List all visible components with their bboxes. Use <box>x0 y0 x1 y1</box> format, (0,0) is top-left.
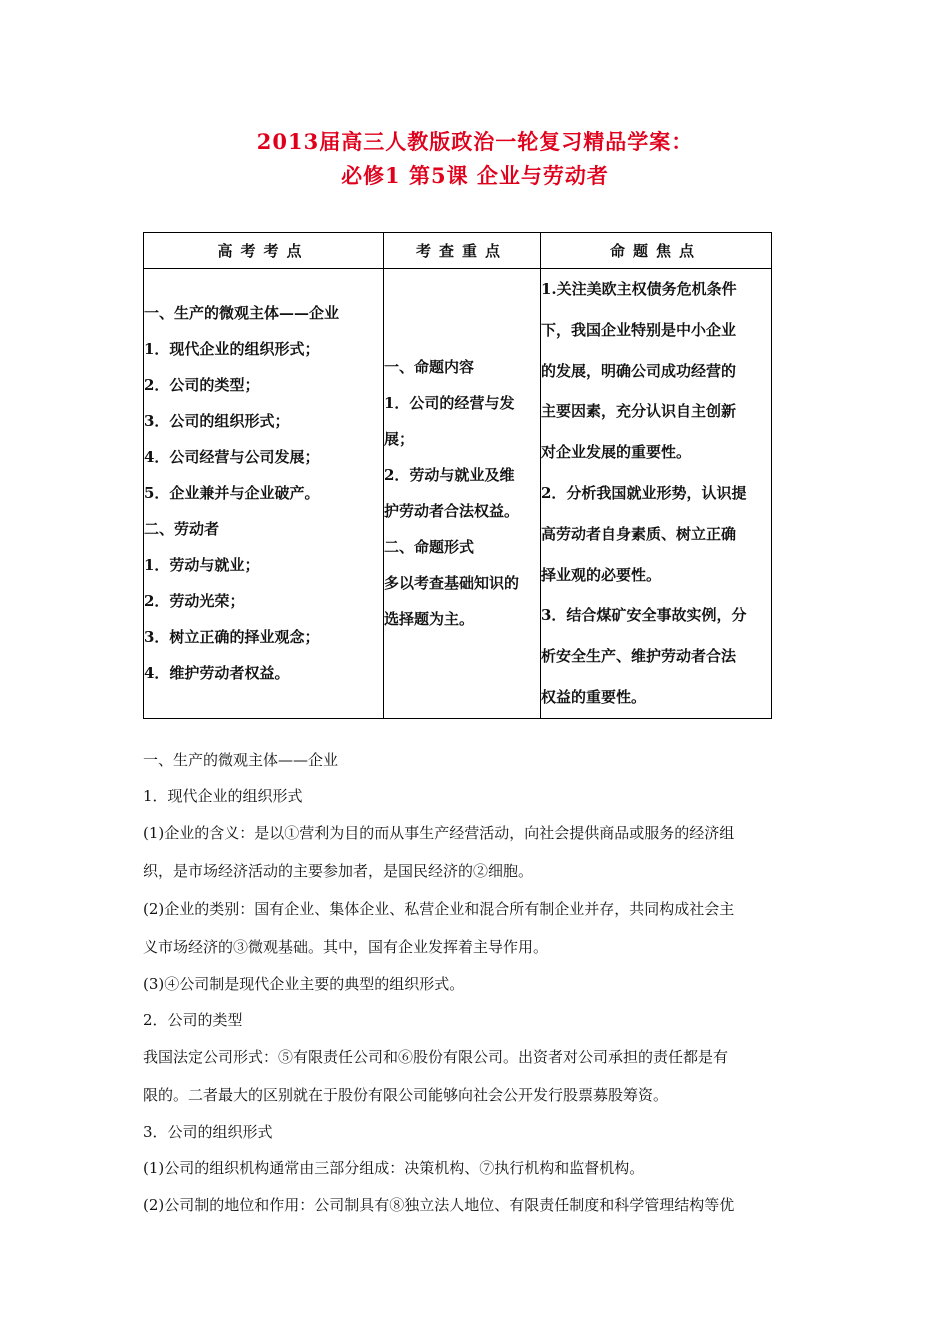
key-focus-list <box>384 349 540 637</box>
exam-point-line: 4．维护劳动者权益。 <box>144 664 290 683</box>
body-paragraph-line: 1．现代企业的组织形式 <box>143 787 303 805</box>
main-body-text <box>143 742 813 1224</box>
exam-points-list <box>144 295 383 691</box>
doc-title-line1: 2013届高三人教版政治一轮复习精品学案： <box>256 129 694 154</box>
body-paragraph-line: 义市场经济的③微观基础。其中，国有企业发挥着主导作用。 <box>143 938 549 956</box>
body-paragraph-line: (2)公司制的地位和作用：公司制具有⑧独立法人地位、有限责任制度和科学管理结构等优 <box>143 1196 735 1214</box>
topic-focus-list <box>541 269 771 718</box>
header-key-focus: 考查重点 <box>384 233 541 269</box>
cell-key-focus <box>384 269 541 719</box>
body-paragraph-line: 2．公司的类型 <box>143 1011 243 1029</box>
key-focus-line: 1．公司的经营与发 <box>384 394 515 413</box>
exam-point-line: 2．公司的类型； <box>144 376 260 395</box>
key-focus-line: 2．劳动与就业及维 <box>384 466 515 485</box>
body-paragraph-line: 我国法定公司形式：⑤有限责任公司和⑥股份有限公司。出资者对公司承担的责任都是有 <box>143 1048 729 1066</box>
key-focus-line: 选择题为主。 <box>384 610 475 629</box>
exam-points-table <box>143 232 772 719</box>
body-paragraph-line: (1)企业的含义：是以①营利为目的而从事生产经营活动，向社会提供商品或服务的经济组 <box>143 824 735 842</box>
doc-title-line2: 必修1 第5课 企业与劳动者 <box>341 163 609 188</box>
exam-point-line: 一、生产的微观主体——企业 <box>144 304 340 323</box>
body-paragraph-line: 3．公司的组织形式 <box>143 1123 273 1141</box>
exam-point-line: 3．公司的组织形式； <box>144 412 290 431</box>
topic-focus-line: 高劳动者自身素质、树立正确 <box>541 524 737 543</box>
topic-focus-line: 析安全生产、维护劳动者合法 <box>541 647 737 666</box>
body-paragraph-line: (1)公司的组织机构通常由三部分组成：决策机构、⑦执行机构和监督机构。 <box>143 1159 645 1177</box>
key-focus-line: 护劳动者合法权益。 <box>384 502 520 521</box>
topic-focus-line: 的发展，明确公司成功经营的 <box>541 361 737 380</box>
topic-focus-line: 主要因素，充分认识自主创新 <box>541 402 737 421</box>
table-content-row <box>144 269 772 719</box>
exam-point-line: 二、劳动者 <box>144 520 220 539</box>
topic-focus-line: 下，我国企业特别是中小企业 <box>541 320 737 339</box>
topic-focus-line: 1.关注美欧主权债务危机条件 <box>541 280 737 298</box>
key-focus-line: 多以考查基础知识的 <box>384 574 520 593</box>
header-exam-points: 高考考点 <box>144 233 384 269</box>
exam-point-line: 5．企业兼并与企业破产。 <box>144 484 320 503</box>
exam-point-line: 2．劳动光荣； <box>144 592 245 611</box>
exam-point-line: 4．公司经营与公司发展； <box>144 448 320 467</box>
key-focus-line: 二、命题形式 <box>384 538 475 557</box>
body-paragraph-line: (2)企业的类别：国有企业、集体企业、私营企业和混合所有制企业并存，共同构成社会主 <box>143 900 735 918</box>
table-header-row <box>144 233 772 269</box>
topic-focus-line: 2．分析我国就业形势，认识提 <box>541 483 747 502</box>
exam-point-line: 1．劳动与就业； <box>144 556 260 575</box>
cell-topic-focus <box>541 269 772 719</box>
body-paragraph-line: (3)④公司制是现代企业主要的典型的组织形式。 <box>143 975 465 993</box>
body-paragraph-line: 限的。二者最大的区别就在于股份有限公司能够向社会公开发行股票募股筹资。 <box>143 1086 669 1104</box>
exam-point-line: 3．树立正确的择业观念； <box>144 628 320 647</box>
topic-focus-line: 对企业发展的重要性。 <box>541 443 692 462</box>
key-focus-line: 一、命题内容 <box>384 358 475 377</box>
body-paragraph-line: 织，是市场经济活动的主要参加者，是国民经济的②细胞。 <box>143 862 534 880</box>
cell-exam-points <box>144 269 384 719</box>
topic-focus-line: 3．结合煤矿安全事故实例，分 <box>541 606 747 625</box>
exam-point-line: 1．现代企业的组织形式； <box>144 340 320 359</box>
topic-focus-line: 权益的重要性。 <box>541 687 647 706</box>
topic-focus-line: 择业观的必要性。 <box>541 565 662 584</box>
header-topic-focus: 命题焦点 <box>541 233 772 269</box>
key-focus-line: 展； <box>384 430 415 449</box>
body-paragraph-line: 一、生产的微观主体——企业 <box>143 751 339 769</box>
